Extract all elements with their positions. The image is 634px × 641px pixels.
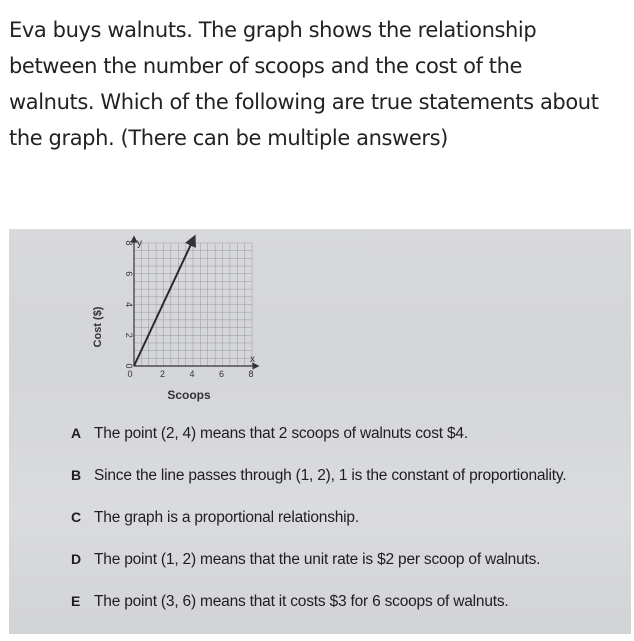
x-tick-label: 0 [127, 369, 133, 379]
x-tick-label: 6 [218, 369, 225, 379]
option-d[interactable] [71, 551, 540, 569]
y-tick-label: 2 [124, 332, 134, 338]
graph-axes [134, 239, 256, 366]
option-d-text: The point (1, 2) means that the unit rate is $2 per scoop of walnuts. [94, 551, 541, 568]
option-b[interactable] [71, 467, 566, 485]
y-axis-letter: y [137, 238, 142, 249]
graph-grid [134, 243, 252, 366]
option-e[interactable] [71, 593, 509, 611]
option-c-letter: C [71, 509, 82, 525]
option-a-letter: A [71, 425, 82, 441]
option-d-letter: D [71, 551, 82, 567]
y-tick-label: 8 [124, 240, 134, 246]
option-c[interactable] [71, 509, 359, 527]
x-tick-labels [127, 369, 253, 379]
y-axis-label: Cost ($) [92, 306, 104, 348]
option-e-text: The point (3, 6) means that it costs $3 for 6 scoops of walnuts. [94, 593, 509, 610]
x-tick-label: 2 [159, 369, 166, 379]
cost-graph [79, 229, 279, 409]
option-b-letter: B [71, 467, 82, 483]
x-axis-label: Scoops [167, 388, 211, 402]
question-text: Eva buys walnuts. The graph shows the relationship between the number of scoops and the cost of the walnuts. Which of the following are true statements about the graph. (There can be multiple answers) [9, 18, 599, 150]
problem-photo [9, 229, 631, 634]
y-tick-labels [124, 240, 134, 368]
y-tick-label: 4 [124, 301, 134, 308]
y-tick-label: 6 [124, 271, 134, 277]
option-b-text: Since the line passes through (1, 2), 1 is the constant of proportionality. [94, 467, 567, 484]
x-axis-letter: x [250, 354, 255, 365]
option-c-text: The graph is a proportional relationship. [94, 509, 359, 526]
y-tick-label: 0 [124, 363, 134, 369]
option-e-letter: E [71, 593, 81, 609]
option-a[interactable] [71, 425, 468, 443]
x-tick-label: 8 [248, 369, 254, 379]
option-a-text: The point (2, 4) means that 2 scoops of walnuts cost $4. [94, 425, 468, 442]
x-tick-label: 4 [189, 369, 195, 379]
